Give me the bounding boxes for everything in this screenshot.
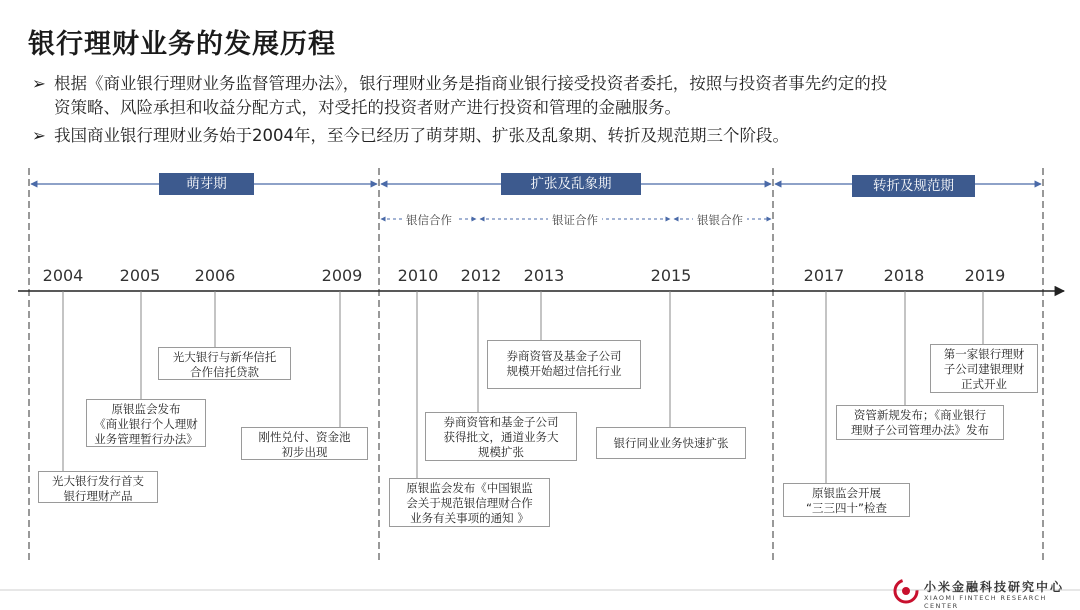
footer-org-name-en: XIAOMI FINTECH RESEARCH CENTER bbox=[924, 594, 1047, 610]
year-label: 2018 bbox=[883, 266, 925, 285]
event-text-line: 光大银行与新华信托 bbox=[172, 350, 277, 364]
event-text-line: 原银监会开展 bbox=[812, 486, 881, 500]
event-text-line: 原银监会发布 bbox=[111, 402, 181, 416]
phase-label-sprout: 萌芽期 bbox=[159, 173, 254, 195]
event-text-line: 合作信托贷款 bbox=[190, 365, 259, 379]
phase-label-regulation: 转折及规范期 bbox=[852, 175, 975, 197]
year-label: 2019 bbox=[964, 266, 1006, 285]
event-text-line: 规模扩张 bbox=[478, 445, 524, 459]
year-label: 2012 bbox=[460, 266, 502, 285]
bullet-definition-line2: 资策略、风险承担和收益分配方式，对受托的投资者财产进行投资和管理的金融服务。 bbox=[54, 98, 681, 117]
year-label: 2005 bbox=[119, 266, 161, 285]
year-label: 2006 bbox=[194, 266, 236, 285]
year-label: 2013 bbox=[523, 266, 565, 285]
xiaomi-fintech-logo-icon bbox=[893, 578, 919, 604]
event-text-line: 正式开业 bbox=[961, 377, 1007, 391]
event-text-line: 《商业银行个人理财 bbox=[94, 417, 198, 431]
event-text-line: 银行同业业务快速扩张 bbox=[613, 436, 729, 450]
event-text-line: 第一家银行理财 bbox=[943, 347, 1025, 361]
event-text-line: 资管新规发布；《商业银行 bbox=[853, 408, 987, 422]
year-label: 2015 bbox=[650, 266, 692, 285]
subphase-label-bank-bank: 银银合作 bbox=[693, 212, 747, 228]
subphase-label-bank-securities: 银证合作 bbox=[548, 212, 602, 228]
event-text-line: 业务有关事项的通知 》 bbox=[410, 511, 529, 525]
event-text-line: 理财子公司管理办法》发布 bbox=[851, 423, 989, 437]
year-label: 2009 bbox=[321, 266, 363, 285]
bullet-definition-line1: 根据《商业银行理财业务监督管理办法》，银行理财业务是指商业银行接受投资者委托，按照与投资者事先约定的投 bbox=[54, 74, 888, 93]
bullet-history-text: 我国商业银行理财业务始于2004年，至今已经历了萌芽期、扩张及乱象期、转折及规范期三个阶段。 bbox=[54, 126, 789, 145]
event-text-line: 银行理财产品 bbox=[63, 489, 133, 503]
event-text-line: 会关于规范银信理财合作 bbox=[406, 496, 533, 510]
event-text-line: 初步出现 bbox=[281, 445, 328, 459]
year-label: 2010 bbox=[397, 266, 439, 285]
year-label: 2017 bbox=[803, 266, 845, 285]
event-text-line: 光大银行发行首支 bbox=[52, 474, 144, 488]
footer-org-name: 小米金融科技研究中心 bbox=[924, 580, 1065, 594]
event-text-line: 获得批文，通道业务大 bbox=[443, 430, 559, 444]
event-text-line: 券商资管及基金子公司 bbox=[506, 349, 622, 363]
event-text-line: 业务管理暂行办法》 bbox=[94, 432, 198, 446]
subphase-label-bank-trust: 银信合作 bbox=[402, 212, 456, 228]
event-text-line: 原银监会发布《中国银监 bbox=[406, 481, 533, 495]
bullet-arrow-icon: ➢ bbox=[32, 74, 46, 93]
event-text-line: 刚性兑付、资金池 bbox=[258, 430, 351, 444]
event-text-line: 子公司建银理财 bbox=[943, 362, 1025, 376]
event-text-line: “三三四十”检查 bbox=[806, 501, 887, 515]
event-text-line: 券商资管和基金子公司 bbox=[443, 415, 559, 429]
phase-label-expansion: 扩张及乱象期 bbox=[501, 173, 641, 195]
event-text-line: 规模开始超过信托行业 bbox=[506, 364, 622, 378]
year-label: 2004 bbox=[42, 266, 84, 285]
bullet-arrow-icon: ➢ bbox=[32, 126, 46, 145]
page-title: 银行理财业务的发展历程 bbox=[28, 29, 336, 60]
